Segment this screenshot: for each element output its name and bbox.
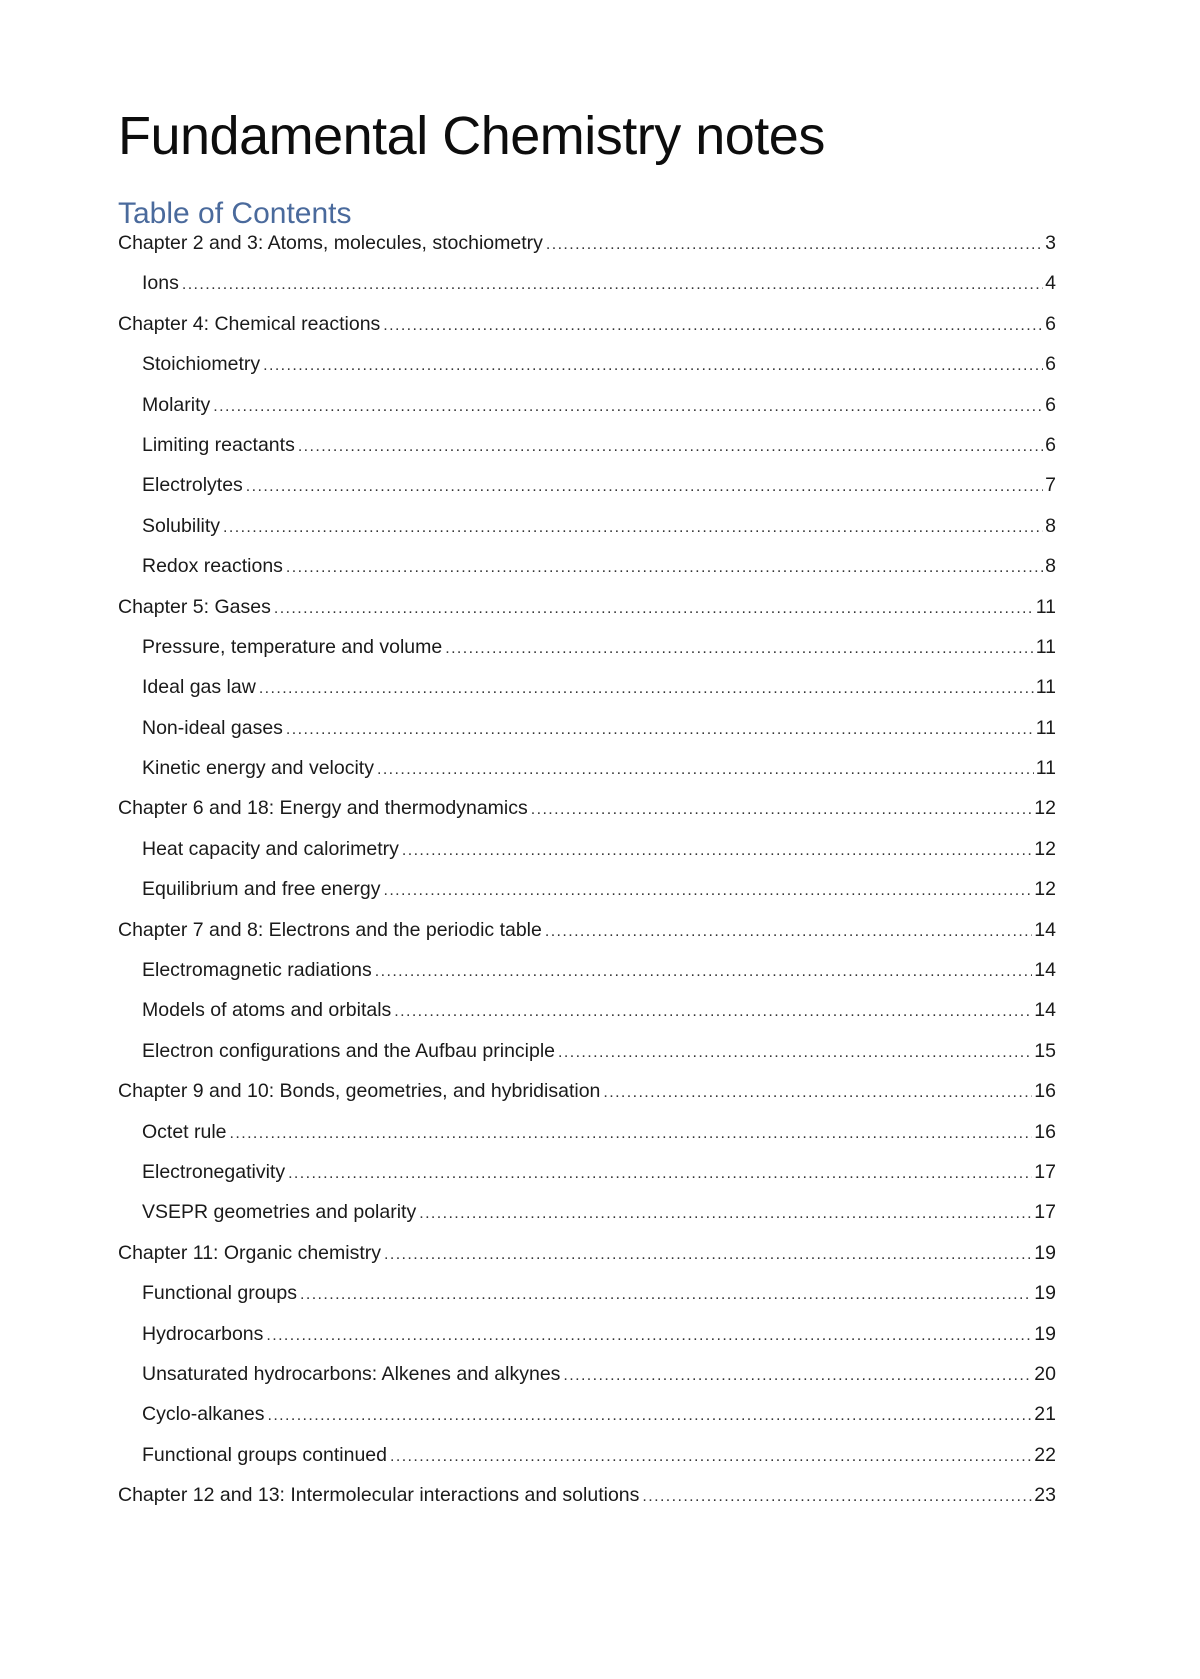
toc-page-number: 11 <box>1035 757 1056 780</box>
toc-entry-label: Kinetic energy and velocity <box>142 757 374 780</box>
toc-dot-leader <box>419 1205 1032 1223</box>
toc-page-number: 6 <box>1045 433 1056 456</box>
toc-entry-label: Chapter 4: Chemical reactions <box>118 312 381 335</box>
toc-chapter-entry[interactable] <box>118 1242 1056 1282</box>
toc-page-number: 11 <box>1035 595 1056 618</box>
toc-dot-leader <box>383 882 1032 900</box>
toc-entry-label: Limiting reactants <box>142 433 295 456</box>
toc-dot-leader <box>259 680 1034 698</box>
toc-section-entry[interactable] <box>118 676 1056 716</box>
toc-entry-label: Chapter 12 and 13: Intermolecular interactions and solutions <box>118 1484 640 1507</box>
document-title: Fundamental Chemistry notes <box>118 106 825 166</box>
toc-section-entry[interactable] <box>118 1444 1056 1484</box>
toc-dot-leader <box>642 1488 1032 1506</box>
toc-dot-leader <box>230 1125 1033 1143</box>
toc-section-entry[interactable] <box>118 636 1056 676</box>
toc-chapter-entry[interactable] <box>118 797 1056 837</box>
toc-dot-leader <box>603 1084 1032 1102</box>
toc-section-entry[interactable] <box>118 272 1056 312</box>
toc-dot-leader <box>274 600 1034 618</box>
toc-page-number: 17 <box>1034 1160 1056 1183</box>
toc-entry-label: Chapter 2 and 3: Atoms, molecules, stochiometry <box>118 232 543 254</box>
toc-section-entry[interactable] <box>118 757 1056 797</box>
toc-dot-leader <box>390 1448 1032 1466</box>
toc-entry-label: Electrolytes <box>142 474 243 497</box>
toc-page-number: 16 <box>1034 1080 1056 1103</box>
toc-dot-leader <box>394 1003 1032 1021</box>
toc-section-entry[interactable] <box>118 1282 1056 1322</box>
toc-dot-leader <box>298 438 1043 456</box>
toc-page-number: 14 <box>1034 959 1056 982</box>
toc-chapter-entry[interactable] <box>118 313 1056 353</box>
toc-page-number: 12 <box>1034 837 1056 860</box>
toc-page-number: 14 <box>1034 999 1056 1022</box>
toc-page-number: 22 <box>1034 1443 1056 1466</box>
toc-chapter-entry[interactable] <box>118 596 1056 636</box>
toc-entry-label: Chapter 5: Gases <box>118 595 271 618</box>
toc-dot-leader <box>383 317 1043 335</box>
toc-page-number: 6 <box>1045 353 1056 376</box>
toc-chapter-entry[interactable] <box>118 232 1056 272</box>
toc-dot-leader <box>558 1044 1032 1062</box>
toc-entry-label: Redox reactions <box>142 555 283 578</box>
toc-page-number: 15 <box>1034 1039 1056 1062</box>
toc-section-entry[interactable] <box>118 717 1056 757</box>
toc-page-number: 23 <box>1034 1484 1056 1507</box>
toc-page-number: 11 <box>1035 676 1056 699</box>
toc-entry-label: Ideal gas law <box>142 676 256 699</box>
toc-page-number: 17 <box>1034 1201 1056 1224</box>
toc-section-entry[interactable] <box>118 878 1056 918</box>
toc-page-number: 7 <box>1045 474 1056 497</box>
toc-dot-leader <box>445 640 1034 658</box>
toc-entry-label: Unsaturated hydrocarbons: Alkenes and alkynes <box>142 1362 561 1385</box>
toc-entry-label: Solubility <box>142 514 221 537</box>
toc-page-number: 3 <box>1045 232 1056 254</box>
toc-entry-label: Chapter 9 and 10: Bonds, geometries, and hybridisation <box>118 1080 601 1103</box>
toc-chapter-entry[interactable] <box>118 1484 1056 1524</box>
toc-page-number: 16 <box>1034 1120 1056 1143</box>
toc-dot-leader <box>266 1327 1032 1345</box>
toc-section-entry[interactable] <box>118 474 1056 514</box>
toc-dot-leader <box>213 398 1043 416</box>
toc-dot-leader <box>246 478 1043 496</box>
toc-section-entry[interactable] <box>118 394 1056 434</box>
toc-section-entry[interactable] <box>118 838 1056 878</box>
toc-dot-leader <box>563 1367 1032 1385</box>
table-of-contents <box>118 232 1056 1525</box>
toc-entry-label: Functional groups <box>142 1282 298 1305</box>
toc-dot-leader <box>375 963 1033 981</box>
toc-entry-label: Molarity <box>142 393 211 416</box>
toc-page-number: 12 <box>1034 797 1056 820</box>
toc-section-entry[interactable] <box>118 555 1056 595</box>
toc-section-entry[interactable] <box>118 434 1056 474</box>
toc-dot-leader <box>377 761 1034 779</box>
toc-entry-label: Electromagnetic radiations <box>142 959 372 982</box>
toc-section-entry[interactable] <box>118 959 1056 999</box>
toc-section-entry[interactable] <box>118 353 1056 393</box>
toc-section-entry[interactable] <box>118 1363 1056 1403</box>
toc-page-number: 6 <box>1045 312 1056 335</box>
toc-entry-label: Models of atoms and orbitals <box>142 999 392 1022</box>
toc-dot-leader <box>545 923 1032 941</box>
toc-entry-label: Equilibrium and free energy <box>142 878 381 901</box>
toc-dot-leader <box>384 1246 1032 1264</box>
toc-page-number: 6 <box>1045 393 1056 416</box>
toc-dot-leader <box>546 236 1043 254</box>
toc-section-entry[interactable] <box>118 999 1056 1039</box>
toc-dot-leader <box>402 842 1032 860</box>
toc-dot-leader <box>267 1407 1032 1425</box>
toc-entry-label: Ions <box>142 272 179 295</box>
toc-page-number: 12 <box>1034 878 1056 901</box>
toc-page-number: 11 <box>1035 635 1056 658</box>
toc-dot-leader <box>286 721 1034 739</box>
toc-entry-label: Hydrocarbons <box>142 1322 264 1345</box>
toc-section-entry[interactable] <box>118 1121 1056 1161</box>
toc-entry-label: Cyclo-alkanes <box>142 1403 265 1426</box>
toc-entry-label: Heat capacity and calorimetry <box>142 837 399 860</box>
toc-chapter-entry[interactable] <box>118 1080 1056 1120</box>
toc-page-number: 8 <box>1045 514 1056 537</box>
toc-dot-leader <box>182 276 1043 294</box>
toc-page-number: 11 <box>1035 716 1056 739</box>
toc-dot-leader <box>531 801 1033 819</box>
toc-page-number: 14 <box>1034 918 1056 941</box>
toc-entry-label: Non-ideal gases <box>142 716 283 739</box>
toc-heading: Table of Contents <box>118 197 352 230</box>
toc-page-number: 20 <box>1034 1362 1056 1385</box>
toc-entry-label: Chapter 11: Organic chemistry <box>118 1241 381 1264</box>
toc-dot-leader <box>288 1165 1032 1183</box>
toc-entry-label: Electronegativity <box>142 1160 286 1183</box>
toc-dot-leader <box>263 357 1043 375</box>
toc-entry-label: Chapter 6 and 18: Energy and thermodynamics <box>118 797 528 820</box>
toc-section-entry[interactable] <box>118 515 1056 555</box>
toc-page-number: 4 <box>1045 272 1056 295</box>
toc-page-number: 19 <box>1034 1241 1056 1264</box>
toc-section-entry[interactable] <box>118 1201 1056 1241</box>
toc-dot-leader <box>223 519 1043 537</box>
toc-dot-leader <box>286 559 1043 577</box>
toc-entry-label: Functional groups continued <box>142 1443 387 1466</box>
toc-page-number: 19 <box>1034 1322 1056 1345</box>
toc-entry-label: Chapter 7 and 8: Electrons and the periodic table <box>118 918 542 941</box>
toc-chapter-entry[interactable] <box>118 919 1056 959</box>
toc-page-number: 21 <box>1034 1403 1056 1426</box>
toc-entry-label: Pressure, temperature and volume <box>142 635 443 658</box>
toc-section-entry[interactable] <box>118 1323 1056 1363</box>
toc-section-entry[interactable] <box>118 1040 1056 1080</box>
toc-entry-label: Octet rule <box>142 1120 227 1143</box>
toc-dot-leader <box>300 1286 1032 1304</box>
toc-entry-label: Electron configurations and the Aufbau principle <box>142 1039 556 1062</box>
toc-entry-label: VSEPR geometries and polarity <box>142 1201 417 1224</box>
toc-section-entry[interactable] <box>118 1161 1056 1201</box>
toc-page-number: 8 <box>1045 555 1056 578</box>
toc-page-number: 19 <box>1034 1282 1056 1305</box>
toc-section-entry[interactable] <box>118 1403 1056 1443</box>
toc-entry-label: Stoichiometry <box>142 353 261 376</box>
